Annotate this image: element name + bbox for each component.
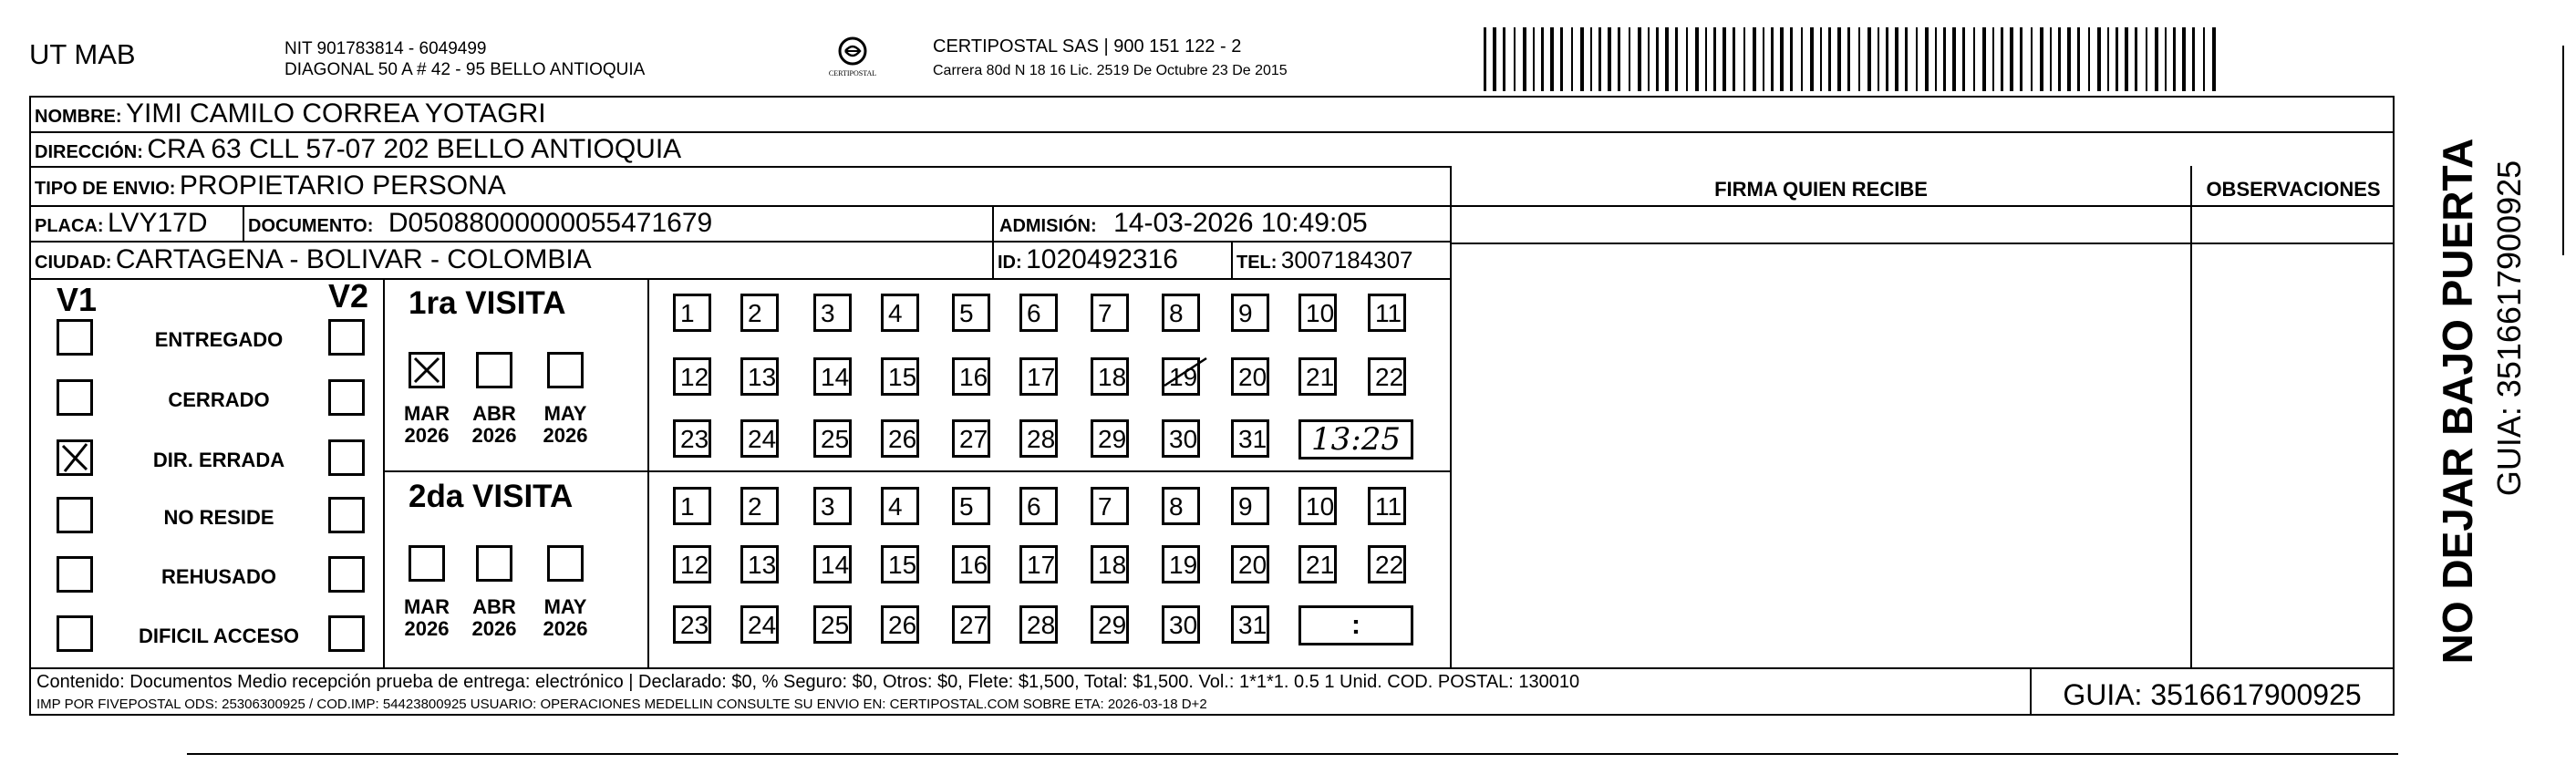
day-box[interactable]: 26 xyxy=(881,605,919,644)
day-box[interactable]: 10 xyxy=(1298,487,1337,525)
day-box[interactable]: 18 xyxy=(1091,357,1129,396)
day-box[interactable]: 16 xyxy=(952,357,990,396)
v1-checkbox[interactable] xyxy=(57,379,93,416)
status-label: ENTREGADO xyxy=(154,328,284,351)
day-box[interactable]: 15 xyxy=(881,545,919,583)
barcode xyxy=(1482,27,2220,91)
day-box[interactable]: 12 xyxy=(673,357,711,396)
v2-checkbox[interactable] xyxy=(328,497,365,533)
day-box[interactable]: 4 xyxy=(881,487,919,525)
day-box[interactable]: 15 xyxy=(881,357,919,396)
day-box[interactable]: 28 xyxy=(1019,419,1058,458)
day-box[interactable]: 13 xyxy=(740,545,779,583)
certipostal-logo xyxy=(812,33,894,88)
day-box[interactable]: 8 xyxy=(1162,487,1200,525)
month-label: MAY 2026 xyxy=(543,595,588,640)
nombre-label: NOMBRE: xyxy=(35,107,122,127)
day-box[interactable]: 21 xyxy=(1298,545,1337,583)
logo-text: CERTIPOSTAL xyxy=(828,69,877,77)
day-box[interactable]: 2 xyxy=(740,487,779,525)
side-guia: GUIA: 3516617900925 xyxy=(2490,160,2528,497)
month-label: MAY 2026 xyxy=(543,402,588,447)
day-box[interactable]: 2 xyxy=(740,294,779,332)
day-box[interactable]: 8 xyxy=(1162,294,1200,332)
day-box[interactable]: 16 xyxy=(952,545,990,583)
day-box[interactable]: 25 xyxy=(813,605,852,644)
status-label: NO RESIDE xyxy=(163,506,274,529)
day-box[interactable]: 14 xyxy=(813,545,852,583)
month-label: ABR 2026 xyxy=(471,595,517,640)
day-box[interactable]: 27 xyxy=(952,605,990,644)
day-box[interactable]: 24 xyxy=(740,605,779,644)
day-box[interactable]: 1 xyxy=(673,487,711,525)
footer-guia: GUIA: 3516617900925 xyxy=(2063,678,2362,711)
side-warning: NO DEJAR BAJO PUERTA xyxy=(2434,138,2481,665)
day-box[interactable]: 22 xyxy=(1368,545,1406,583)
day-box[interactable]: 20 xyxy=(1231,357,1269,396)
day-box[interactable]: 29 xyxy=(1091,419,1129,458)
month-checkbox[interactable] xyxy=(409,352,445,388)
placa-value: LVY17D xyxy=(108,208,208,238)
nombre-value: YIMI CAMILO CORREA YOTAGRI xyxy=(126,98,546,129)
month-checkbox[interactable] xyxy=(409,545,445,582)
day-box[interactable]: 23 xyxy=(673,605,711,644)
header-certipostal: CERTIPOSTAL SAS | 900 151 122 - 2 xyxy=(933,36,1242,57)
day-box[interactable]: 4 xyxy=(881,294,919,332)
day-box[interactable]: 17 xyxy=(1019,545,1058,583)
day-box[interactable]: 26 xyxy=(881,419,919,458)
day-box[interactable]: 29 xyxy=(1091,605,1129,644)
day-box[interactable]: 23 xyxy=(673,419,711,458)
ciudad-label: CIUDAD: xyxy=(35,253,112,273)
month-label: MAR 2026 xyxy=(403,402,450,447)
day-box[interactable]: 11 xyxy=(1368,294,1406,332)
day-box[interactable]: 19 xyxy=(1162,545,1200,583)
v2-checkbox[interactable] xyxy=(328,319,365,356)
month-checkbox[interactable] xyxy=(476,352,512,388)
day-box[interactable]: 5 xyxy=(952,294,990,332)
v1-checkbox[interactable] xyxy=(57,497,93,533)
month-label: MAR 2026 xyxy=(403,595,450,640)
id-value: 1020492316 xyxy=(1026,244,1178,274)
day-box[interactable]: 21 xyxy=(1298,357,1337,396)
footer-line2: IMP POR FIVEPOSTAL ODS: 25306300925 / COD.IMP: 54423800925 USUARIO: OPERACIONES MEDELLIN CONSULTE SU ENVIO EN: CERTIPOSTAL.COM SOBRE ETA: 2026-03-18 D+2 xyxy=(36,697,1207,712)
day-box[interactable]: 7 xyxy=(1091,294,1129,332)
x-mark-icon xyxy=(411,355,442,386)
day-box[interactable]: 11 xyxy=(1368,487,1406,525)
day-box[interactable]: 6 xyxy=(1019,487,1058,525)
tipo-envio-value: PROPIETARIO PERSONA xyxy=(179,170,506,201)
v2-checkbox[interactable] xyxy=(328,439,365,476)
day-box[interactable]: 10 xyxy=(1298,294,1337,332)
day-box[interactable]: 28 xyxy=(1019,605,1058,644)
header-address: DIAGONAL 50 A # 42 - 95 BELLO ANTIOQUIA xyxy=(284,60,646,79)
status-label: DIFICIL ACCESO xyxy=(138,625,299,647)
v1-checkbox[interactable] xyxy=(57,439,93,476)
day-box[interactable]: 17 xyxy=(1019,357,1058,396)
day-box[interactable]: 25 xyxy=(813,419,852,458)
visita2-title: 2da VISITA xyxy=(409,479,574,514)
day-box[interactable]: 1 xyxy=(673,294,711,332)
documento-label: DOCUMENTO: xyxy=(248,216,374,236)
admision-label: ADMISIÓN: xyxy=(999,216,1097,236)
header-nit: NIT 901783814 - 6049499 xyxy=(284,39,487,58)
v1-checkbox[interactable] xyxy=(57,319,93,356)
day-box[interactable]: 19 xyxy=(1162,357,1200,396)
v2-checkbox[interactable] xyxy=(328,379,365,416)
day-box[interactable]: 12 xyxy=(673,545,711,583)
day-box[interactable]: 31 xyxy=(1231,605,1269,644)
status-label: DIR. ERRADA xyxy=(152,449,285,471)
time-box[interactable]: : xyxy=(1298,605,1413,645)
documento-value: D05088000000055471679 xyxy=(388,208,713,238)
month-checkbox[interactable] xyxy=(547,545,584,582)
status-label: REHUSADO xyxy=(161,565,276,588)
day-box[interactable]: 3 xyxy=(813,487,852,525)
firma-label: FIRMA QUIEN RECIBE xyxy=(1714,178,1928,201)
v1-checkbox[interactable] xyxy=(57,556,93,593)
day-box[interactable]: 5 xyxy=(952,487,990,525)
header-license: Carrera 80d N 18 16 Lic. 2519 De Octubre 23 De 2015 xyxy=(933,63,1288,78)
id-label: ID: xyxy=(998,253,1022,273)
day-box[interactable]: 13 xyxy=(740,357,779,396)
observaciones-label: OBSERVACIONES xyxy=(2206,178,2381,201)
v2-checkbox[interactable] xyxy=(328,556,365,593)
status-label: CERRADO xyxy=(168,388,270,411)
day-box[interactable]: 20 xyxy=(1231,545,1269,583)
day-box[interactable]: 9 xyxy=(1231,487,1269,525)
day-box[interactable]: 18 xyxy=(1091,545,1129,583)
day-box[interactable]: 27 xyxy=(952,419,990,458)
admision-value: 14-03-2026 10:49:05 xyxy=(1113,208,1368,238)
tipo-envio-label: TIPO DE ENVIO: xyxy=(35,179,176,199)
day-box[interactable]: 31 xyxy=(1231,419,1269,458)
header-company: UT MAB xyxy=(29,38,136,70)
month-label: ABR 2026 xyxy=(471,402,517,447)
day-box[interactable]: 3 xyxy=(813,294,852,332)
day-box[interactable]: 22 xyxy=(1368,357,1406,396)
v1-label: V1 xyxy=(57,281,98,318)
v2-checkbox[interactable] xyxy=(328,615,365,652)
placa-label: PLACA: xyxy=(35,216,104,236)
ciudad-value: CARTAGENA - BOLIVAR - COLOMBIA xyxy=(115,244,592,274)
day-box[interactable]: 7 xyxy=(1091,487,1129,525)
direccion-label: DIRECCIÓN: xyxy=(35,142,143,162)
time-box[interactable]: 13:25 xyxy=(1298,419,1413,459)
check-mark-icon xyxy=(59,442,90,473)
day-box[interactable]: 6 xyxy=(1019,294,1058,332)
v1-checkbox[interactable] xyxy=(57,615,93,652)
direccion-value: CRA 63 CLL 57-07 202 BELLO ANTIOQUIA xyxy=(147,134,682,164)
day-box[interactable]: 30 xyxy=(1162,605,1200,644)
tel-label: TEL: xyxy=(1236,253,1278,273)
v2-label: V2 xyxy=(328,277,369,315)
visita1-title: 1ra VISITA xyxy=(409,285,566,321)
month-checkbox[interactable] xyxy=(476,545,512,582)
day-box[interactable]: 9 xyxy=(1231,294,1269,332)
day-box[interactable]: 24 xyxy=(740,419,779,458)
strike-mark-icon xyxy=(1163,355,1208,391)
day-box[interactable]: 14 xyxy=(813,357,852,396)
day-box[interactable]: 30 xyxy=(1162,419,1200,458)
tel-value: 3007184307 xyxy=(1280,246,1413,274)
month-checkbox[interactable] xyxy=(547,352,584,388)
footer-line1: Contenido: Documentos Medio recepción prueba de entrega: electrónico | Declarado: $0, % Seguro: $0, Otros: $0, Flete: $1,500, Total: $1,500. Vol.: 1*1*1. 0.5 1 Unid. COD. POSTAL: 130010 xyxy=(36,672,1580,692)
